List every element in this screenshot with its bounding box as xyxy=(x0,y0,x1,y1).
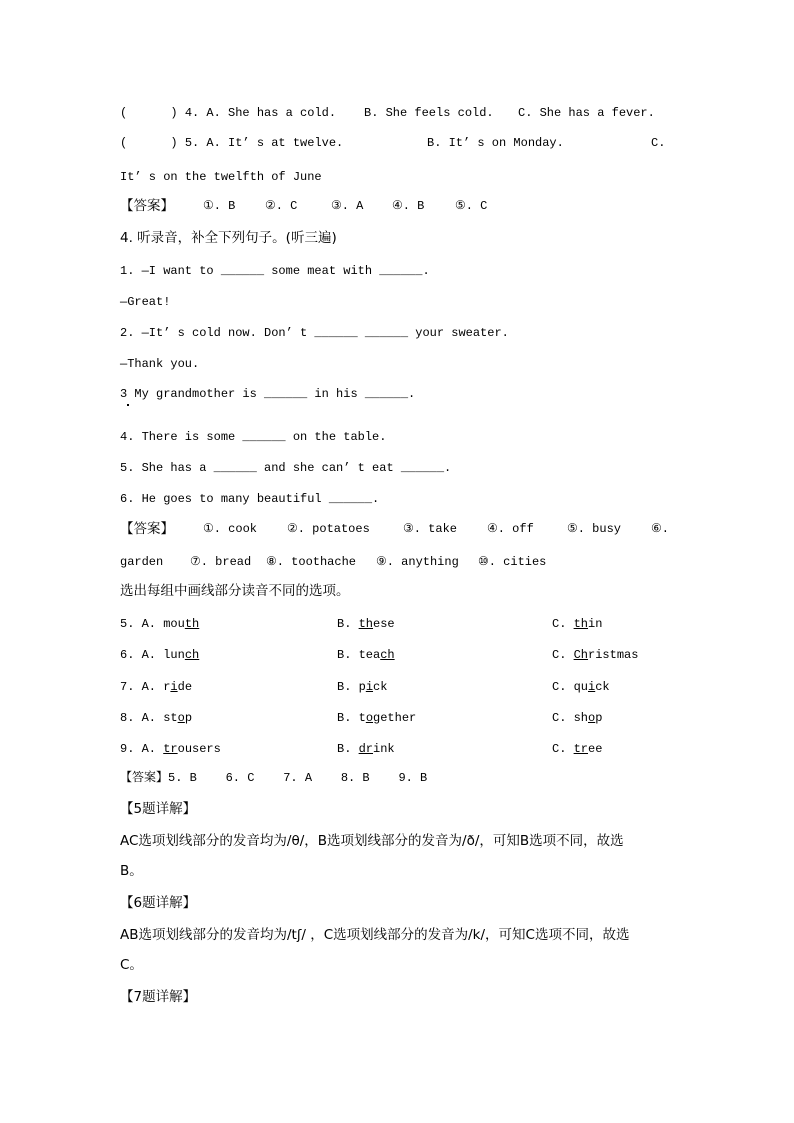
underlined-part: tr xyxy=(573,742,589,756)
answer-item: ⑤. C xyxy=(455,199,488,213)
option-c: C. xyxy=(651,136,666,150)
stray-dot xyxy=(127,404,129,406)
underlined-part: dr xyxy=(358,742,374,756)
answer-item: ③. take xyxy=(403,522,457,536)
explain-heading: 【5题详解】 xyxy=(120,801,197,817)
explain-text: AC选项划线部分的发音均为/θ/，B选项划线部分的发音为/ð/，可知B选项不同，故选 xyxy=(120,833,624,849)
phonics-option-b: B. these xyxy=(337,617,395,631)
answer-1: 【答案】 xyxy=(120,198,174,214)
answer-item: ⑦. bread xyxy=(190,555,252,569)
sentence: —Great! xyxy=(120,295,171,309)
answer-label: 【答案】 xyxy=(120,521,174,537)
underlined-part: Ch xyxy=(573,648,589,662)
sentence: 5. She has a ______ and she can’ t eat ______. xyxy=(120,461,452,475)
underlined-part: ch xyxy=(184,648,200,662)
underlined-part: th xyxy=(573,617,589,631)
underlined-part: o xyxy=(177,711,185,725)
underlined-part: i xyxy=(365,680,374,694)
underlined-part: tr xyxy=(163,742,178,756)
sentence: —Thank you. xyxy=(120,357,200,371)
phonics-option-a: 8. A. stop xyxy=(120,711,193,725)
option-c-continued: It’ s on the twelfth of June xyxy=(120,170,322,184)
sentence: 6. He goes to many beautiful ______. xyxy=(120,492,380,506)
phonics-option-b: B. together xyxy=(337,711,417,725)
answer-item: ②. potatoes xyxy=(287,522,370,536)
option-c: C. She has a fever. xyxy=(518,106,655,120)
underlined-part: i xyxy=(170,680,178,694)
explain-text: AB选项划线部分的发音均为/tʃ/ ，C选项划线部分的发音为/k/，可知C选项不同，故选 xyxy=(120,927,630,943)
phonics-option-c: C. thin xyxy=(552,617,603,631)
underlined-part: o xyxy=(365,711,374,725)
phonics-option-b: B. drink xyxy=(337,742,395,756)
question-4: ( ) 4. A. She has a cold. xyxy=(120,106,337,120)
phonics-option-b: B. pick xyxy=(337,680,388,694)
answer-item: ⑤. busy xyxy=(567,522,621,536)
answer-3: 【答案】5. B 6. C 7. A 8. B 9. B xyxy=(120,771,428,785)
explain-text: B。 xyxy=(120,863,143,879)
sentence: 3 My grandmother is ______ in his ______. xyxy=(120,387,416,401)
underlined-part: th xyxy=(358,617,374,631)
question-5: ( ) 5. A. It’ s at twelve. xyxy=(120,136,344,150)
explain-heading: 【7题详解】 xyxy=(120,989,197,1005)
answer-item: ④. off xyxy=(487,522,534,536)
sentence: 2. —It’ s cold now. Don’ t ______ ______ your sweater. xyxy=(120,326,509,340)
answer-item: ①. B xyxy=(203,199,236,213)
answer-item: ④. B xyxy=(392,199,425,213)
underlined-part: th xyxy=(184,617,200,631)
option-b: B. It’ s on Monday. xyxy=(427,136,564,150)
option-b: B. She feels cold. xyxy=(364,106,494,120)
phonics-option-c: C. Christmas xyxy=(552,648,639,662)
answer-bracket: ( ) xyxy=(120,106,178,120)
answer-item: ⑥. xyxy=(651,522,669,536)
phonics-option-c: C. quick xyxy=(552,680,610,694)
sentence: 4. There is some ______ on the table. xyxy=(120,430,387,444)
answer-item: ②. C xyxy=(265,199,298,213)
answer-item: ⑨. anything xyxy=(376,555,459,569)
phonics-option-c: C. shop xyxy=(552,711,603,725)
phonics-option-a: 9. A. trousers xyxy=(120,742,221,756)
answer-bracket: ( ) xyxy=(120,136,178,150)
phonics-option-b: B. teach xyxy=(337,648,395,662)
underlined-part: o xyxy=(588,711,596,725)
phonics-option-c: C. tree xyxy=(552,742,603,756)
section-title: 选出每组中画线部分读音不同的选项。 xyxy=(120,583,350,599)
explain-text: C。 xyxy=(120,957,143,973)
answer-item: ③. A xyxy=(331,199,364,213)
answer-item: ⑧. toothache xyxy=(266,555,356,569)
answer-item: garden xyxy=(120,555,164,569)
underlined-part: i xyxy=(588,680,596,694)
phonics-option-a: 6. A. lunch xyxy=(120,648,200,662)
answer-item: ⑩. cities xyxy=(478,555,547,569)
phonics-option-a: 5. A. mouth xyxy=(120,617,200,631)
underlined-part: ch xyxy=(380,648,395,662)
phonics-option-a: 7. A. ride xyxy=(120,680,193,694)
answer-item: ①. cook xyxy=(203,522,257,536)
sentence: 1. —I want to ______ some meat with ______. xyxy=(120,264,430,278)
section-title: 4. 听录音，补全下列句子。(听三遍) xyxy=(120,230,337,246)
explain-heading: 【6题详解】 xyxy=(120,895,197,911)
